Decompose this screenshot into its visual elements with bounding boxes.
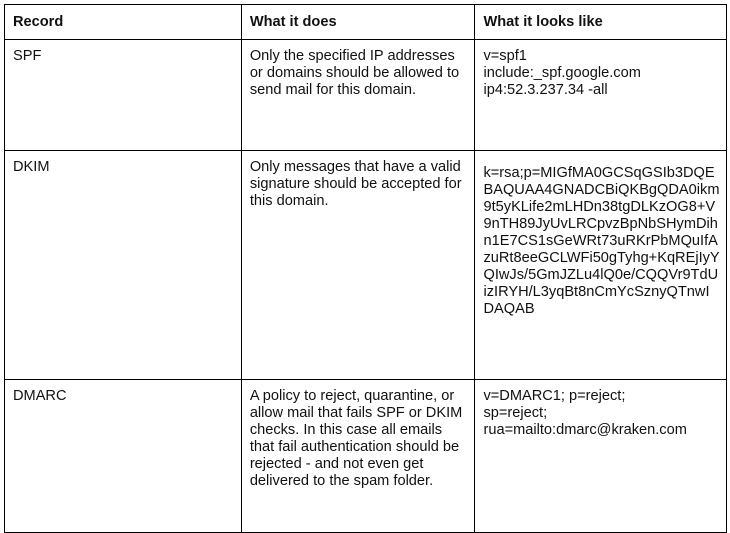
records-table [4,4,727,533]
header-row [5,5,727,40]
table-row-dmarc [5,380,727,533]
record-name-text: SPF [13,48,42,64]
record-name-text: DMARC [13,388,67,404]
record-description [241,380,475,533]
header-record: Record [5,5,242,40]
record-name [5,40,242,151]
record-description [241,40,475,151]
record-description-text: Only the specified IP addresses or domains should be allowed to send mail for this domain. [249,48,460,98]
record-value-text: k=rsa;p=MIGfMA0GCSqGSIb3DQEBAQUAA4GNADCBiQKBgQDA0ikm9t5yKLife2mLHDn38tgDLKzOG8+V9nTH89JyUvLRCpvzBpNbSHymDihn1E7CS1sGeWRt73uRKrPbMQuIfAzuRt8eeGCLWFi50gTyhg+KqREjIyYQIwJs/5GmJZLu4lQ0e/CQQVr9TdUizIRYH/L3yqBt8nCmYcSznyQTnwIDAQAB [483,165,720,317]
table-row-dkim [5,151,727,380]
record-name [5,380,242,533]
record-value [475,380,727,533]
record-value-text: v=spf1 include:_spf.google.com ip4:52.3.237.34 -all [483,48,641,98]
record-description-text: A policy to reject, quarantine, or allow mail that fails SPF or DKIM checks. In this case all emails that fail authentication should be rejected - and not even get delivered to the spam folder. [249,388,463,489]
record-name [5,151,242,380]
record-value-text: v=DMARC1; p=reject; sp=reject; rua=mailto:dmarc@kraken.com [483,388,687,438]
record-description [241,151,475,380]
header-what-it-looks-like: What it looks like [475,5,727,40]
header-what-it-does: What it does [241,5,475,40]
record-value [475,40,727,151]
record-value [475,151,727,380]
record-name-text: DKIM [13,159,50,175]
table-row-spf [5,40,727,151]
record-description-text: Only messages that have a valid signature should be accepted for this domain. [249,159,462,209]
